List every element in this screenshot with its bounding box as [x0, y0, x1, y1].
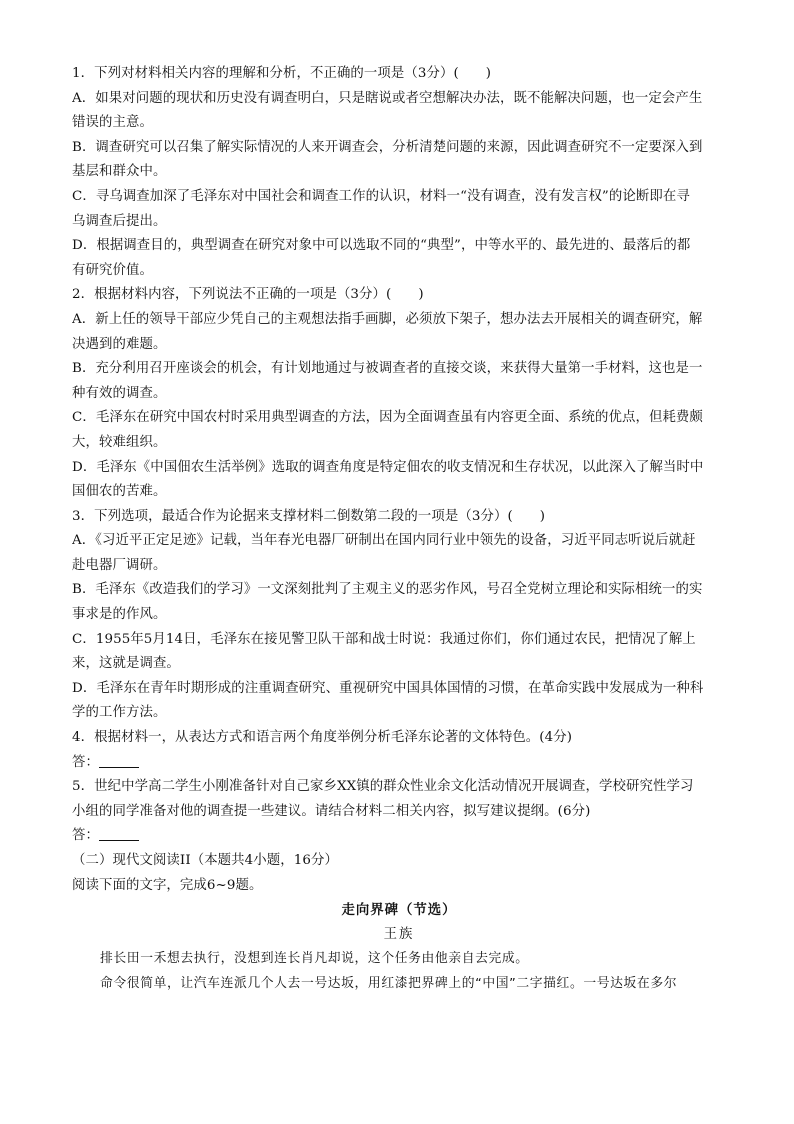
q3-option-a-cont: 赴电器厂调研。	[72, 557, 167, 573]
section-2	[72, 849, 726, 997]
q2-option-d-cont: 国佃农的苦难。	[72, 484, 167, 500]
question-5	[72, 775, 726, 849]
q1-option-a-cont: 错误的主意。	[72, 115, 153, 131]
question-1	[72, 62, 726, 283]
q4-answer-blank[interactable]	[99, 753, 139, 768]
q2-option-a-cont: 决遇到的难题。	[72, 336, 167, 352]
q4-answer	[72, 751, 726, 776]
q2-option-c: C．毛泽东在研究中国农村时采用典型调查的方法，因为全面调查虽有内容更全面、系统的优点，但耗费颇	[72, 410, 703, 426]
question-2	[72, 283, 726, 504]
q3-option-b: B．毛泽东《改造我们的学习》一文深刻批判了主观主义的恶劣作风，号召全党树立理论和实际相统一的实	[72, 582, 703, 598]
passage-title: 走向界碑（节选）	[341, 902, 457, 919]
q5-answer-label: 答：	[72, 828, 99, 844]
q4-stem: 4．根据材料一，从表达方式和语言两个角度举例分析毛泽东论著的文体特色。(4分)	[72, 730, 573, 746]
q1-option-d-cont: 有研究价值。	[72, 262, 153, 278]
q1-option-b: B．调查研究可以召集了解实际情况的人来开调查会，分析清楚问题的来源，因此调查研究不一定要深入到	[72, 139, 703, 155]
q1-option-a: A．如果对问题的现状和历史没有调查明白，只是瞎说或者空想解决办法，既不能解决问题，也一定会产生	[72, 90, 703, 106]
question-4	[72, 726, 726, 775]
q1-option-b-cont: 基层和群众中。	[72, 164, 167, 180]
q1-option-c: C．寻乌调查加深了毛泽东对中国社会和调查工作的认识，材料一“没有调查，没有发言权”的论断即在寻	[72, 188, 690, 204]
q1-option-d: D．根据调查目的，典型调查在研究对象中可以选取不同的“典型”，中等水平的、最先进的、最落后的都	[72, 238, 691, 254]
q5-stem: 5．世纪中学高二学生小刚准备针对自己家乡XX镇的群众性业余文化活动情况开展调查，学校研究性学习	[72, 779, 694, 795]
q5-answer	[72, 824, 726, 849]
q5-answer-blank[interactable]	[99, 826, 139, 841]
q3-option-b-cont: 事求是的作风。	[72, 607, 167, 623]
q3-option-d: D．毛泽东在青年时期形成的注重调查研究、重视研究中国具体国情的习惯，在革命实践中发展成为一种科	[72, 680, 704, 696]
q2-option-d: D．毛泽东《中国佃农生活举例》选取的调查角度是特定佃农的收支情况和生存状况，以此深入了解当时中	[72, 459, 704, 475]
exam-page	[72, 62, 726, 997]
q5-stem-cont: 小组的同学准备对他的调查提一些建议。请结合材料二相关内容，拟写建议提纲。(6分)	[72, 803, 591, 819]
q2-option-c-cont: 大，较难组织。	[72, 434, 167, 450]
reading-instruction: 阅读下面的文字，完成6~9题。	[72, 877, 263, 893]
q1-stem: 1．下列对材料相关内容的理解和分析，不正确的一项是（3分）( )	[72, 66, 492, 81]
q2-option-b: B．充分利用召开座谈会的机会，有计划地通过与被调查者的直接交谈，来获得大量第一手材料，这也是一	[72, 361, 703, 377]
section-heading: （二）现代文阅读II（本题共4小题，16分）	[72, 853, 338, 868]
q2-option-a: A．新上任的领导干部应少凭自己的主观想法指手画脚，必须放下架子，想办法去开展相关的调查研究，解	[72, 311, 703, 327]
passage-paragraph: 排长田一禾想去执行，没想到连长肖凡却说，这个任务由他亲自去完成。	[100, 951, 529, 967]
q1-option-c-cont: 乌调查后提出。	[72, 213, 167, 229]
q3-option-d-cont: 学的工作方法。	[72, 705, 167, 721]
q2-option-b-cont: 种有效的调查。	[72, 385, 167, 401]
q3-option-c: C．1955年5月14日，毛泽东在接见警卫队干部和战士时说：我通过你们，你们通过农民，把情况了解上	[72, 631, 696, 647]
q3-option-a: A．《习近平正定足迹》记载，当年春光电器厂研制出在国内同行业中领先的设备，习近平同志听说后就赶	[72, 533, 696, 549]
q2-stem: 2．根据材料内容，下列说法不正确的一项是（3分）( )	[72, 287, 424, 303]
q3-option-c-cont: 来，这就是调查。	[72, 656, 180, 672]
q3-stem: 3．下列选项，最适合作为论据来支撑材料二倒数第二段的一项是（3分）( )	[72, 508, 546, 524]
question-3	[72, 505, 726, 726]
passage-author: 王族	[383, 926, 415, 942]
passage-paragraph: 命令很简单，让汽车连派几个人去一号达坂，用红漆把界碑上的“中国”二字描红。一号达坂在多尔	[100, 975, 678, 991]
q4-answer-label: 答：	[72, 754, 99, 770]
